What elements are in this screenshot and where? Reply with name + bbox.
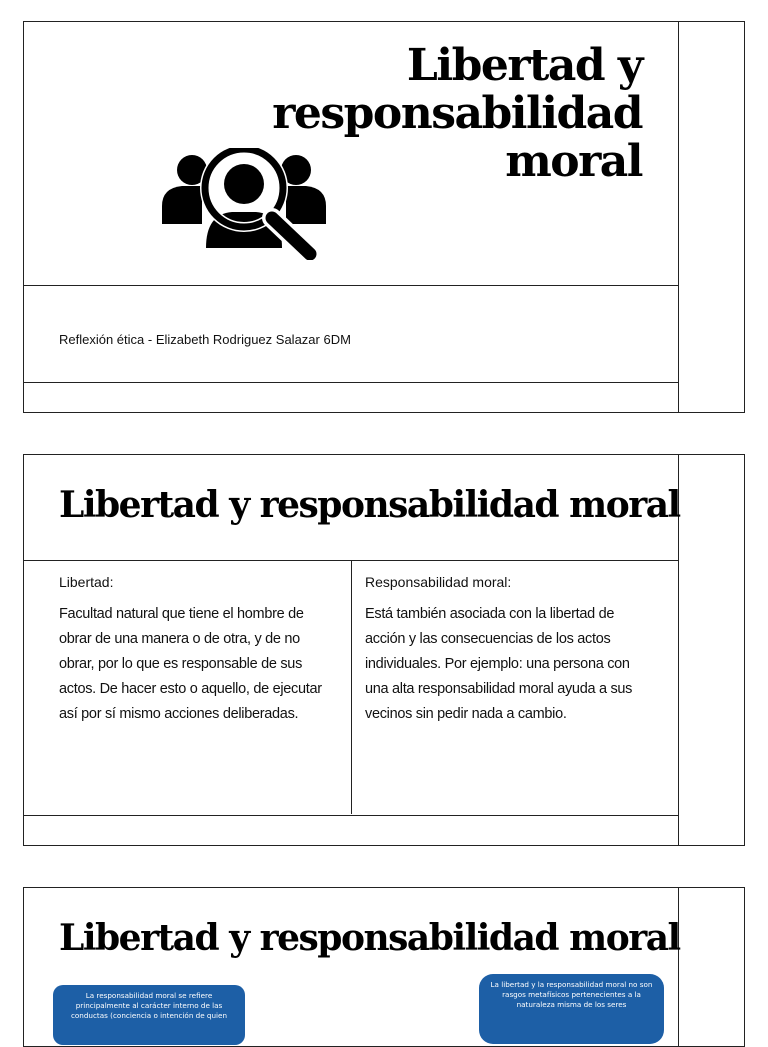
slide-1 xyxy=(23,21,745,413)
left-column-heading: Libertad: xyxy=(59,574,114,590)
slide-1-divider-bottom xyxy=(24,382,678,383)
slide-1-subtitle: Reflexión ética - Elizabeth Rodriguez Salazar 6DM xyxy=(59,332,351,347)
slide-1-title-line-2: moral xyxy=(505,136,642,187)
slide-2-divider-bottom xyxy=(24,815,678,816)
callout-left: La responsabilidad moral se refiere principalmente al carácter interno de las conductas (conciencia o intención de quien xyxy=(53,985,245,1045)
slide-3-title: Libertad y responsabilidad moral xyxy=(59,917,680,959)
right-column-body: Está también asociada con la libertad de acción y las consecuencias de los actos individuales. Por ejemplo: una persona con una alta responsabilidad moral ayuda a sus vecinos sin pedir nada a cambio. xyxy=(365,606,633,722)
slide-side-rail xyxy=(678,22,679,412)
slide-side-rail xyxy=(678,888,679,1046)
right-column-heading: Responsabilidad moral: xyxy=(365,574,512,590)
slide-2-title: Libertad y responsabilidad moral xyxy=(59,484,680,526)
callout-right: La libertad y la responsabilidad moral no son rasgos metafísicos pertenecientes a la naturaleza misma de los seres xyxy=(479,974,664,1044)
slide-3 xyxy=(23,887,745,1047)
slide-2 xyxy=(23,454,745,846)
slide-2-column-divider xyxy=(351,560,352,814)
slide-1-divider-top xyxy=(24,285,678,286)
people-search-icon xyxy=(162,148,326,260)
left-column-body: Facultad natural que tiene el hombre de obrar de una manera o de otra, y de no obrar, por lo que es responsable de sus actos. De hacer esto o aquello, de ejecutar así por sí mismo acciones deliberadas. xyxy=(59,606,322,722)
slide-1-title xyxy=(42,42,642,186)
slide-1-title-line-1: Libertad y responsabilidad xyxy=(272,40,642,139)
